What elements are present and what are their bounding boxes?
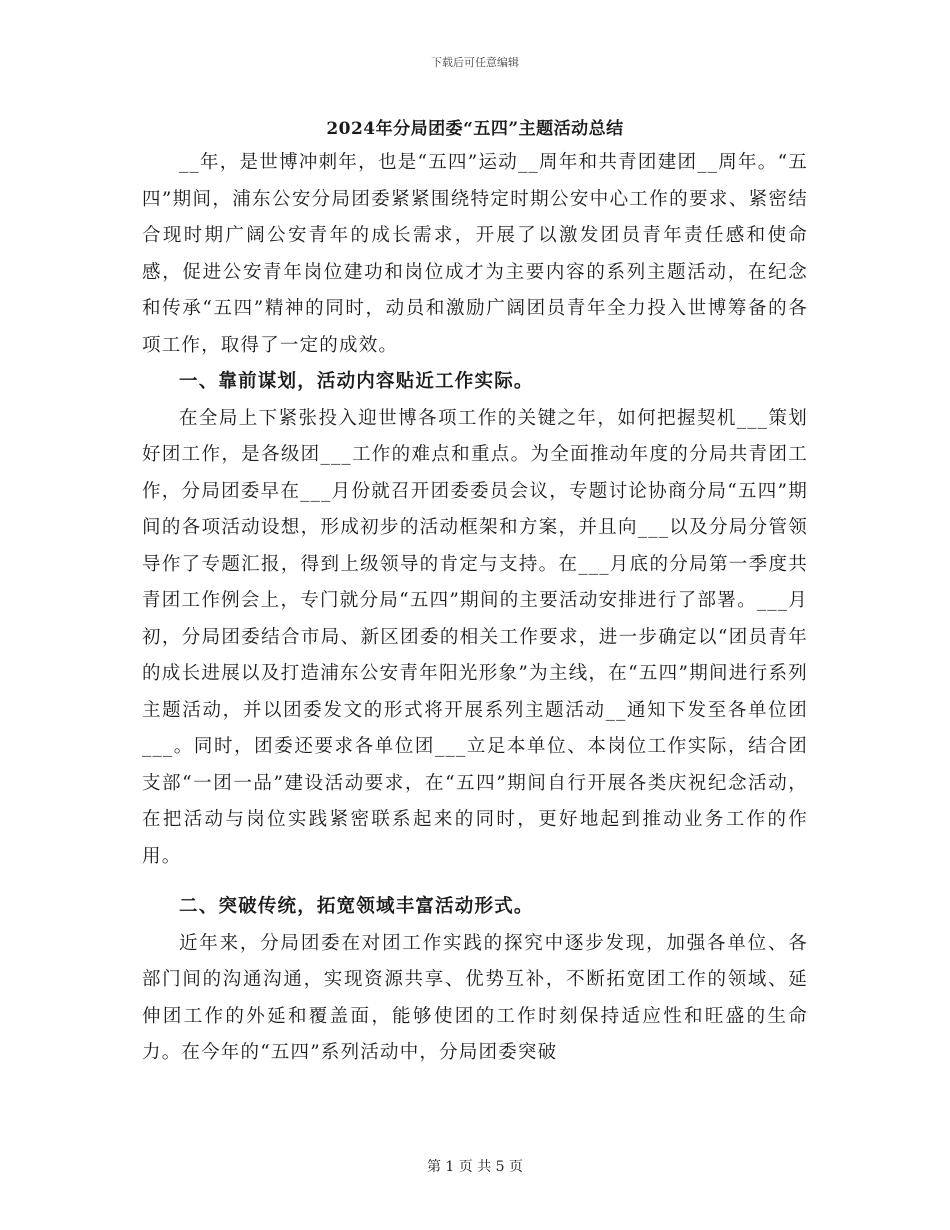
section-2-paragraph: 近年来，分局团委在对团工作实践的探究中逐步发现，加强各单位、各部门间的沟通沟通，实现资源共享、优势互补，不断拓宽团工作的领域、延伸团工作的外延和覆盖面，能够使团的工作时刻保持适应性和旺盛的生命力。在今年的“五四”系列活动中，分局团委突破 (142, 932, 808, 1063)
document-body (142, 145, 808, 1072)
page-header-note: 下载后可任意编辑 (431, 56, 519, 69)
page-number: 第 1 页 共 5 页 (426, 1159, 524, 1175)
intro-paragraph: __年，是世博冲刺年，也是“五四”运动__周年和共青团建团__周年。“五四”期间，浦东公安分局团委紧紧围绕特定时期公安中心工作的要求、紧密结合现时期广阔公安青年的成长需求，开展了以激发团员青年责任感和使命感，促进公安青年岗位建功和岗位成才为主要内容的系列主题活动，在纪念和传承“五四”精神的同时，动员和激励广阔团员青年全力投入世博筹备的各项工作，取得了一定的成效。 (142, 152, 808, 356)
document-title: 2024年分局团委“五四”主题活动总结 (326, 119, 624, 139)
section-heading-1: 一、靠前谋划，活动内容贴近工作实际。 (179, 371, 534, 392)
section-1-paragraph: 在全局上下紧张投入迎世博各项工作的关键之年，如何把握契机___策划好团工作，是各级团___工作的难点和重点。为全面推动年度的分局共青团工作，分局团委早在___月份就召开团委委员会议，专题讨论协商分局“五四”期间的各项活动设想，形成初步的活动框架和方案，并且向___以及分局分管领导作了专题汇报，得到上级领导的肯定与支持。在___月底的分局第一季度共青团工作例会上，专门就分局“五四”期间的主要活动安排进行了部署。___月初，分局团委结合市局、新区团委的相关工作要求，进一步确定以“团员青年的成长进展以及打造浦东公安青年阳光形象”为主线，在“五四”期间进行系列主题活动，并以团委发文的形式将开展系列主题活动__通知下发至各单位团___。同时，团委还要求各单位团___立足本单位、本岗位工作实际，结合团支部“一团一品”建设活动要求，在“五四”期间自行开展各类庆祝纪念活动，在把活动与岗位实践紧密联系起来的同时，更好地起到推动业务工作的作用。 (142, 407, 808, 867)
section-heading-2: 二、突破传统，拓宽领域丰富活动形式。 (179, 896, 534, 917)
